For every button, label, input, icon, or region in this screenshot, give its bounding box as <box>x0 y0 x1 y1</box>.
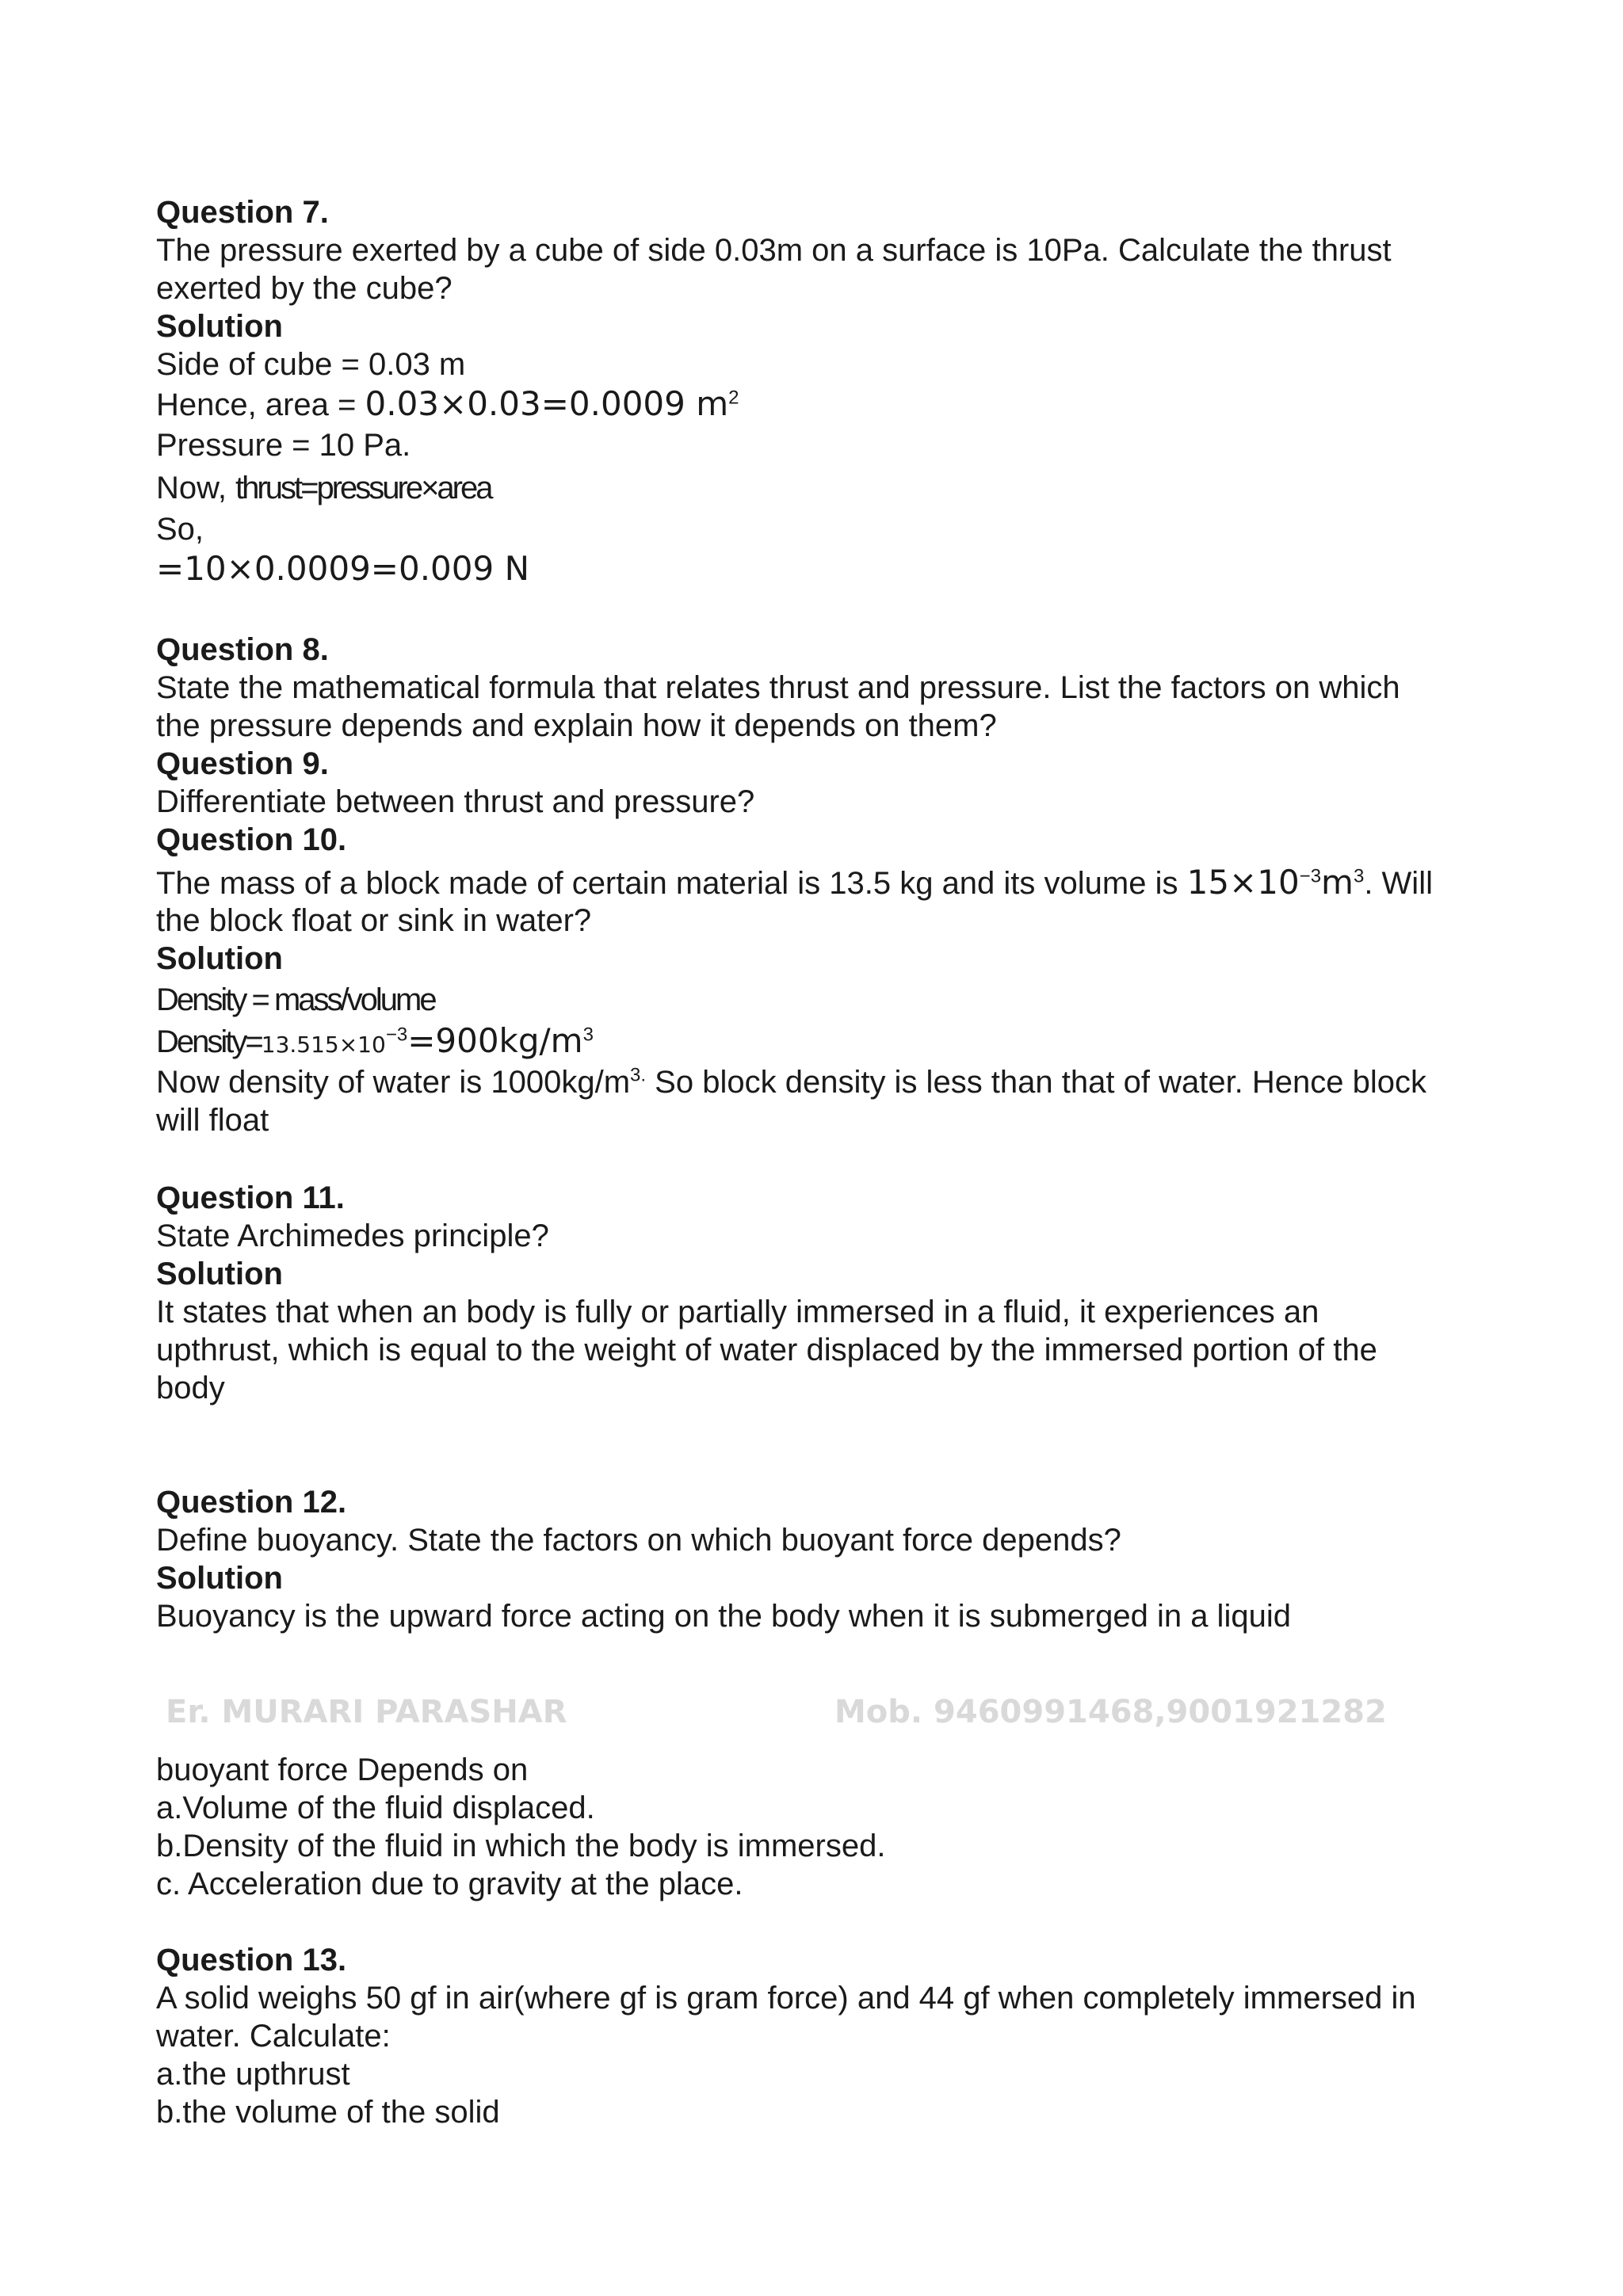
question-11-text: State Archimedes principle? <box>156 1219 549 1253</box>
question-8-text-line-2: the pressure depends and explain how it depends on them? <box>156 708 997 743</box>
question-13-part-b: b.the volume of the solid <box>156 2095 500 2130</box>
question-12-heading: Question 12. <box>156 1485 347 1520</box>
area-math: 0.03×0.03=0.0009 m <box>365 384 729 423</box>
factors-intro: buoyant force Depends on <box>156 1753 529 1787</box>
question-11-answer-line-2: upthrust, which is equal to the weight of water displaced by the immersed portion of the <box>156 1333 1377 1367</box>
question-12-text: Define buoyancy. State the factors on which buoyant force depends? <box>156 1523 1121 1558</box>
watermark-mobile: Mob. 9460991468,9001921282 <box>834 1694 1387 1730</box>
water-density-line-2: will float <box>156 1103 269 1138</box>
density-calc-result: =900kg/m <box>407 1021 583 1060</box>
question-10-text-line-2: the block float or sink in water? <box>156 903 592 938</box>
question-11-heading: Question 11. <box>156 1180 345 1215</box>
q10-volume-exponent: −3 <box>1299 865 1322 887</box>
document-page <box>156 0 1487 2296</box>
thrust-prefix: Now, <box>156 471 236 505</box>
question-9-text: Differentiate between thrust and pressure? <box>156 784 755 819</box>
water-density-line-1 <box>156 1063 1426 1101</box>
q10-text-suffix: . Will <box>1364 866 1433 901</box>
question-7-text-line-2: exerted by the cube? <box>156 271 453 306</box>
factor-c: c. Acceleration due to gravity at the place. <box>156 1867 743 1901</box>
factor-b: b.Density of the fluid in which the body is immersed. <box>156 1829 886 1863</box>
question-7-result: =10×0.0009=0.009 N <box>156 549 529 588</box>
question-7-thrust <box>156 469 491 507</box>
area-prefix: Hence, area = <box>156 387 365 422</box>
question-11-answer-line-3: body <box>156 1371 225 1405</box>
area-exponent: 2 <box>728 387 739 409</box>
question-7-so: So, <box>156 512 204 547</box>
q10-text-prefix: The mass of a block made of certain material is 13.5 kg and its volume is <box>156 866 1187 901</box>
question-7-area <box>156 385 739 424</box>
question-12-answer: Buoyancy is the upward force acting on the body when it is submerged in a liquid <box>156 1599 1291 1634</box>
question-12-solution-label: Solution <box>156 1561 283 1596</box>
water-density-rest: So block density is less than that of water. Hence block <box>646 1065 1427 1100</box>
question-8-heading: Question 8. <box>156 632 329 667</box>
question-7-side: Side of cube = 0.03 m <box>156 347 466 382</box>
question-7-pressure: Pressure = 10 Pa. <box>156 428 411 463</box>
question-9-heading: Question 9. <box>156 746 329 781</box>
density-formula: Density = mass/volume <box>156 982 435 1017</box>
question-7-heading: Question 7. <box>156 195 329 230</box>
water-density-exponent: 3. <box>630 1064 647 1086</box>
question-10-text-line-1 <box>156 864 1433 902</box>
question-11-solution-label: Solution <box>156 1257 283 1291</box>
question-10-heading: Question 10. <box>156 822 347 857</box>
factor-a: a.Volume of the fluid displaced. <box>156 1791 595 1825</box>
density-calc-prefix: Density= <box>156 1024 262 1059</box>
question-13-text-line-2: water. Calculate: <box>156 2019 391 2054</box>
question-10-solution-label: Solution <box>156 941 283 976</box>
question-13-part-a: a.the upthrust <box>156 2057 350 2092</box>
question-7-solution-label: Solution <box>156 309 283 344</box>
question-7-text-line-1: The pressure exerted by a cube of side 0.03m on a surface is 10Pa. Calculate the thrust <box>156 233 1392 268</box>
question-11-answer-line-1: It states that when an body is fully or partially immersed in a fluid, it experiences an <box>156 1295 1319 1329</box>
thrust-formula: thrust=pressure×area <box>235 471 491 505</box>
q10-volume-math: 15×10 <box>1186 863 1300 902</box>
q10-unit-exponent: 3 <box>1353 865 1365 887</box>
question-13-text-line-1: A solid weighs 50 gf in air(where gf is gram force) and 44 gf when completely immersed in <box>156 1981 1416 2016</box>
water-density-text: Now density of water is 1000kg/m <box>156 1065 631 1100</box>
watermark-name: Er. MURARI PARASHAR <box>166 1694 567 1730</box>
question-8-text-line-1: State the mathematical formula that relates thrust and pressure. List the factors on which <box>156 670 1400 705</box>
density-calculation <box>156 1022 594 1064</box>
q10-volume-unit: m <box>1321 863 1354 902</box>
question-13-heading: Question 13. <box>156 1943 347 1978</box>
density-calc-exponent: −3 <box>385 1024 408 1046</box>
density-calc-result-exponent: 3 <box>582 1024 594 1046</box>
density-calc-fraction: 13.515×10 <box>261 1032 386 1058</box>
